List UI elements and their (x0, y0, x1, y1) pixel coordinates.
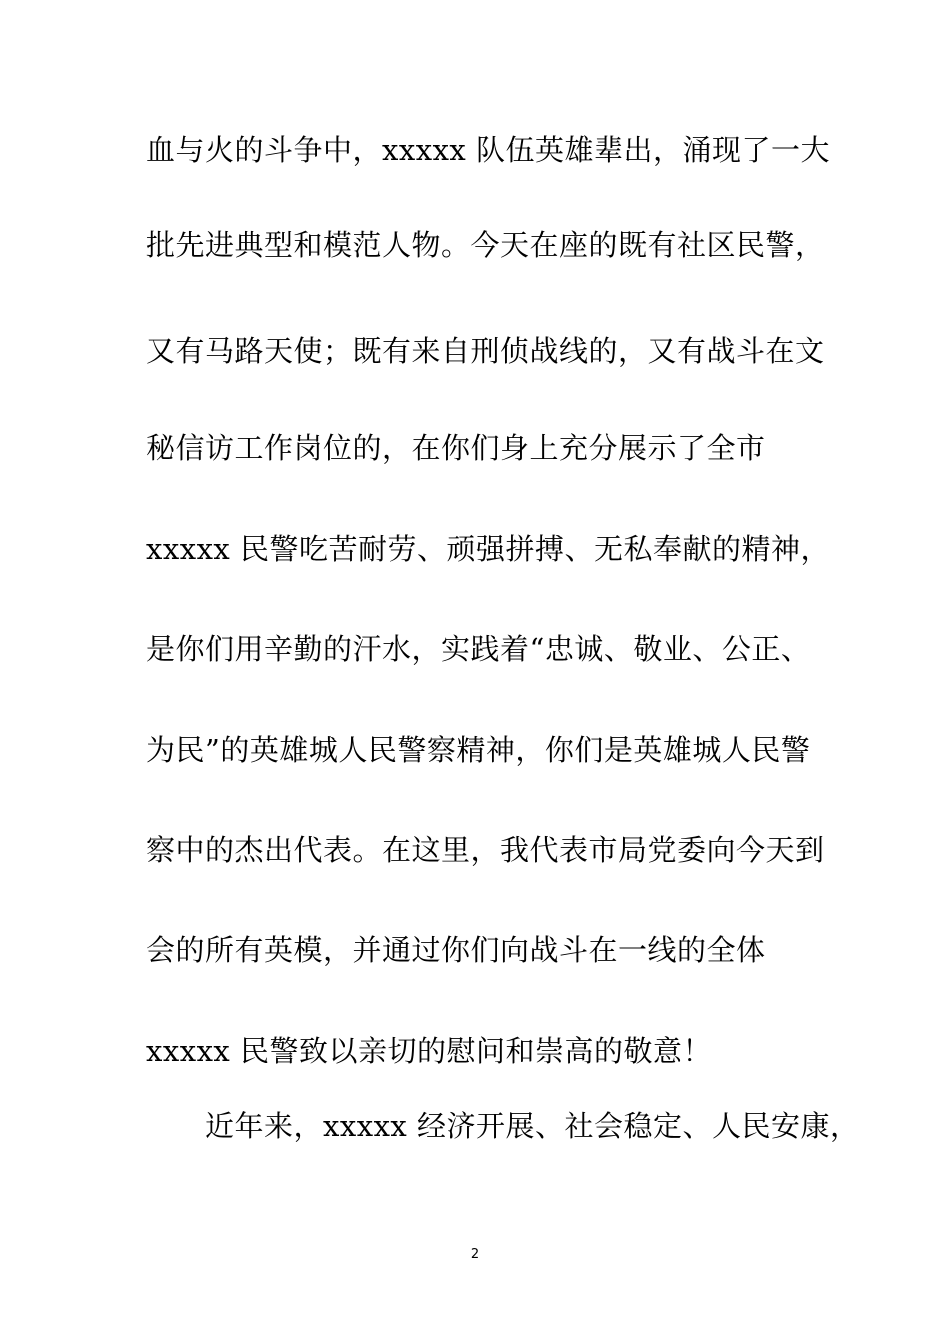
body-text-line: 会的所有英模，并通过你们向战斗在一线的全体 (146, 933, 766, 967)
body-text-line: 批先进典型和模范人物。今天在座的既有社区民警， (146, 228, 825, 262)
paragraph-first-line: 近年来，xxxxx 经济开展、社会稳定、人民安康， (205, 1109, 860, 1143)
body-text-line: xxxxx 民警致以亲切的慰问和崇高的敬意！ (146, 1034, 712, 1068)
body-text-line: xxxxx 民警吃苦耐劳、顽强拼搏、无私奉献的精神， (146, 532, 830, 566)
body-text-line: 为民”的英雄城人民警察精神，你们是英雄城人民警 (146, 733, 811, 767)
body-text-line: 血与火的斗争中，xxxxx 队伍英雄辈出，涌现了一大 (146, 133, 830, 167)
page-number: 2 (470, 1247, 480, 1262)
body-text-line: 秘信访工作岗位的，在你们身上充分展示了全市 (146, 431, 766, 465)
body-text-line: 又有马路天使；既有来自刑侦战线的，又有战斗在文 (146, 334, 825, 368)
body-text-line: 是你们用辛勤的汗水，实践着“忠诚、敬业、公正、 (146, 632, 811, 666)
body-text-line: 察中的杰出代表。在这里，我代表市局党委向今天到 (146, 833, 825, 867)
